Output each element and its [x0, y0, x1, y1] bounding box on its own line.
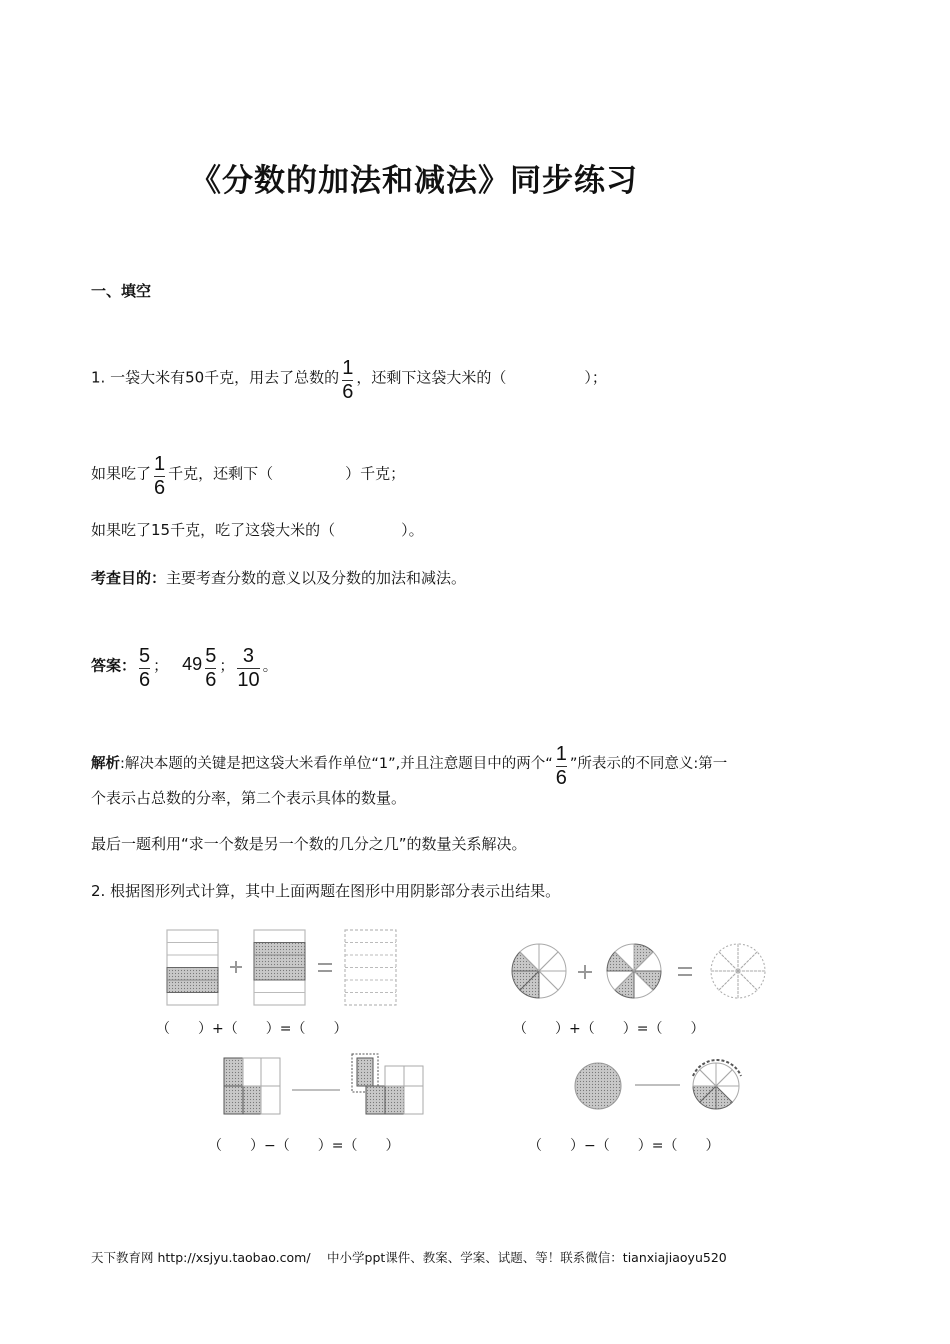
pie-sector: [615, 971, 634, 998]
answer-whole-2: 49: [182, 654, 203, 675]
pie-sector: [716, 1086, 732, 1109]
circle-figure-result: [711, 944, 765, 998]
plus-sign: [578, 965, 592, 979]
q1-text-b: ，还剩下这袋大米的（: [356, 368, 507, 387]
q2-number: 2.: [91, 882, 106, 900]
equation-sub-left: （ ）−（ ）=（ ）: [208, 1138, 400, 1154]
q1-number: 1.: [91, 368, 106, 387]
pie-sector: [539, 971, 558, 998]
pie-sector: [711, 971, 738, 990]
q1-text-a: 一袋大米有50千克，用去了总数的: [110, 368, 340, 387]
answer-end: 。: [262, 656, 278, 675]
answer-fraction-1: $\frac{5}{6}$: [139, 645, 151, 691]
answer-sep: ；: [219, 656, 235, 675]
page-title: 《分数的加法和减法》同步练习: [190, 163, 638, 199]
rect-figure-result: [345, 930, 396, 1005]
circle-figure-1: [512, 944, 566, 998]
equation-add-right: （ ）+（ ）=（ ）: [513, 1021, 705, 1037]
frac-den: 6: [342, 381, 354, 403]
pie-sector: [700, 1063, 716, 1086]
purpose-label: 考查目的：: [91, 569, 167, 587]
footer-text: 天下教育网 http://xsjyu.taobao.com/ 中小学ppt课件、教案、学案、试题、等！联系微信：tianxiajiaoyu520: [91, 1250, 727, 1265]
frac-den: 6: [154, 477, 166, 499]
analysis-line2: 个表示占总数的分率，第二个表示具体的数量。: [91, 789, 407, 807]
analysis-line3: 最后一题利用“求一个数是另一个数的几分之几”的数量关系解决。: [91, 835, 527, 853]
analysis-text-b: ”所表示的不同意义:第一: [569, 755, 728, 772]
circle-figure-sub: [693, 1060, 741, 1109]
pie-sector: [719, 971, 738, 998]
grid-figure-2: [352, 1054, 423, 1114]
analysis-text-a: :解决本题的关键是把这袋大米看作单位“1”,并且注意题目中的两个“: [120, 755, 553, 772]
pie-sector: [738, 971, 765, 990]
q1-line3-a: 如果吃了15千克，吃了这袋大米的（: [91, 521, 336, 539]
purpose-text: 主要考查分数的意义以及分数的加法和减法。: [166, 569, 467, 587]
pie-sector: [738, 944, 757, 971]
pie-sector: [539, 952, 566, 971]
fraction-one-sixth: $\frac{1}{6}$: [555, 743, 567, 789]
pie-sector: [738, 971, 757, 998]
section-heading: 一、填空: [91, 282, 152, 300]
equals-sign: [678, 968, 692, 975]
pie-sector: [539, 944, 558, 971]
analysis-label: 解析: [91, 755, 120, 772]
circle-figure-2: [607, 944, 661, 998]
rect-figure-1: [167, 930, 218, 1005]
plus-sign: [230, 961, 242, 973]
equation-sub-right: （ ）−（ ）=（ ）: [528, 1138, 720, 1154]
pie-sector: [634, 944, 653, 971]
q2-text: 根据图形列式计算，其中上面两题在图形中用阴影部分表示出结果。: [110, 882, 561, 900]
q1-text-c: ）；: [584, 368, 607, 387]
lifted-arc: [693, 1060, 741, 1076]
pie-sector: [738, 952, 765, 971]
pie-sector: [634, 971, 661, 990]
q1-line2-b: 千克，还剩下（: [168, 464, 274, 483]
frac-num: 1: [154, 453, 166, 475]
rect-figure-2: [254, 930, 305, 1005]
grid-figure-1: [224, 1058, 280, 1114]
q1-line3-b: ）。: [401, 521, 424, 539]
pie-sector: [539, 971, 566, 990]
answer-sep: ；: [153, 656, 169, 675]
pie-sector: [719, 944, 738, 971]
pie-sector: [607, 952, 634, 971]
frac-num: 1: [342, 357, 354, 379]
equals-sign: [318, 964, 332, 971]
q1-line2-c: ）千克；: [345, 464, 406, 483]
equation-add-left: （ ）+（ ）=（ ）: [156, 1021, 348, 1037]
pie-sector: [512, 952, 539, 971]
answer-label: 答案：: [91, 656, 137, 675]
q1-line2-a: 如果吃了: [91, 464, 152, 483]
answer-fraction-3: $\frac{3}{10}$: [237, 645, 260, 691]
pie-sector: [693, 1070, 716, 1086]
full-circle: [575, 1063, 621, 1109]
answer-fraction-2: $\frac{5}{6}$: [205, 645, 217, 691]
pie-sector: [716, 1063, 732, 1086]
pie-sector: [716, 1070, 739, 1086]
pie-sector: [711, 952, 738, 971]
